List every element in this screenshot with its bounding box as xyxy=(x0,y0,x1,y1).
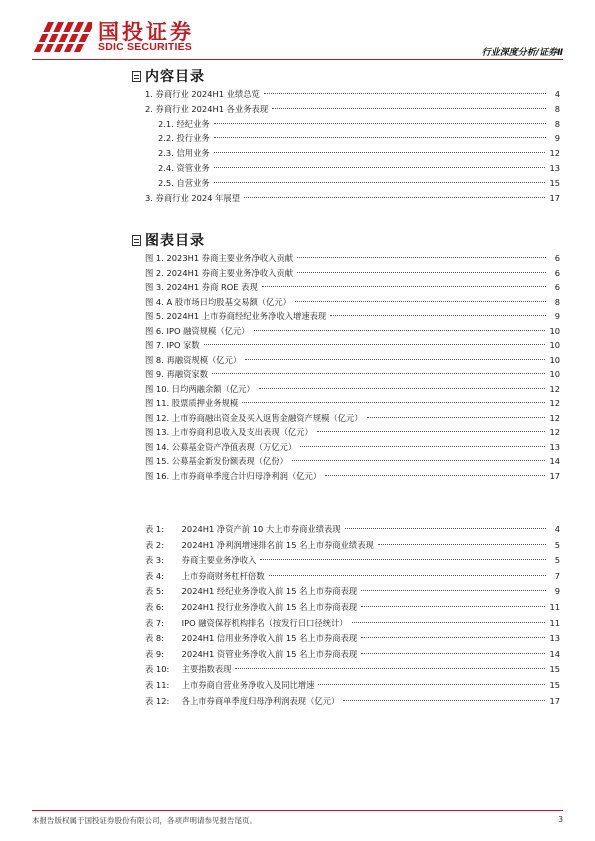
report-category: 行业深度分析/证券Ⅱ xyxy=(481,48,563,58)
table-number: 表 3: xyxy=(145,555,165,566)
figure-page: 12 xyxy=(549,427,560,437)
figure-label: 再融资家数 xyxy=(166,369,208,379)
table-number: 表 11: xyxy=(145,679,170,690)
figure-page: 13 xyxy=(549,441,560,452)
figure-page: 14 xyxy=(549,456,560,466)
figure-label: 公募基金资产净值表现（万亿元） xyxy=(171,441,297,452)
figure-page: 10 xyxy=(549,369,560,379)
figure-page: 10 xyxy=(549,340,560,350)
leader-dots xyxy=(330,315,546,316)
leader-dots xyxy=(244,197,545,198)
figure-label: 日均两融余额（亿元） xyxy=(171,383,255,394)
figure-page: 10 xyxy=(549,325,560,336)
logo-chinese-name: 国投证券 xyxy=(98,20,194,44)
figure-label: 公募基金新发份额表现（亿份） xyxy=(171,456,288,466)
toc-item-label: 2.5. 自营业务 xyxy=(158,177,210,188)
figure-item[interactable] xyxy=(145,425,560,440)
leader-dots xyxy=(254,330,546,331)
toc-item-page: 9 xyxy=(554,133,560,144)
figure-page: 6 xyxy=(554,253,560,263)
table-item[interactable] xyxy=(145,600,560,616)
table-page: 14 xyxy=(549,648,560,659)
figure-page: 10 xyxy=(549,354,560,365)
table-number: 表 2: xyxy=(145,539,165,550)
leader-dots xyxy=(262,286,546,287)
leader-dots xyxy=(367,417,546,418)
toc-item-label: 3. 券商行业 2024 年展望 xyxy=(145,192,241,203)
table-label: 2024H1 净利润增速排名前 15 名上市券商业绩表现 xyxy=(181,539,374,550)
toc-item-label: 2.3. 信用业务 xyxy=(158,148,210,159)
toc-item-page: 15 xyxy=(549,177,560,188)
figure-page: 8 xyxy=(554,296,560,307)
table-item[interactable] xyxy=(145,631,560,647)
figure-number: 图 10. xyxy=(145,383,170,394)
toc-item-page: 4 xyxy=(554,89,560,99)
document-icon xyxy=(132,235,141,246)
figure-label: 上市券商利息收入及支出表现（亿元） xyxy=(171,427,313,437)
figure-page: 6 xyxy=(554,267,560,278)
figure-item[interactable] xyxy=(145,266,560,281)
figure-number: 图 5. xyxy=(145,311,164,321)
contents-title: 内容目录 xyxy=(145,69,205,85)
figure-item[interactable] xyxy=(145,382,560,397)
figure-label: 上市券商单季度合计归母净利润（亿元） xyxy=(171,470,322,481)
table-item[interactable] xyxy=(145,616,560,632)
table-page: 11 xyxy=(549,601,560,612)
leader-dots xyxy=(212,373,545,374)
figure-number: 图 3. xyxy=(145,282,164,292)
figure-item[interactable] xyxy=(145,469,560,484)
figure-label: 2024H1 上市券商经纪业务净收入增速表现 xyxy=(166,311,327,321)
table-page: 5 xyxy=(554,555,560,566)
toc-item-page: 12 xyxy=(549,148,560,159)
figure-label: IPO 家数 xyxy=(166,340,200,350)
figure-page: 17 xyxy=(549,470,560,481)
figure-page: 6 xyxy=(554,282,560,292)
toc-item-label: 2. 券商行业 2024H1 各业务表现 xyxy=(145,103,269,114)
table-number: 表 4: xyxy=(145,570,165,581)
table-label: 上市券商财务杠杆倍数 xyxy=(181,570,265,581)
leader-dots xyxy=(361,637,545,638)
toc-item-page: 13 xyxy=(549,162,560,173)
table-page: 4 xyxy=(554,524,560,534)
page-header xyxy=(0,0,595,62)
toc-item-label: 2.2. 投行业务 xyxy=(158,133,210,144)
table-number: 表 9: xyxy=(145,648,165,659)
leader-dots xyxy=(297,272,546,273)
leader-dots xyxy=(318,684,545,685)
figure-label: 股票质押业务规模 xyxy=(171,398,239,408)
toc-item-label: 2.1. 经纪业务 xyxy=(158,118,210,129)
figure-number: 图 2. xyxy=(145,267,164,278)
leader-dots xyxy=(245,359,545,360)
header-divider xyxy=(32,59,563,60)
table-number: 表 7: xyxy=(145,617,165,628)
leader-dots xyxy=(204,344,546,345)
leader-dots xyxy=(361,590,546,591)
leader-dots xyxy=(269,575,546,576)
table-page: 7 xyxy=(554,570,560,581)
toc-item-page: 8 xyxy=(554,103,560,114)
table-label: 2024H1 投行业务净收入前 15 名上市券商表现 xyxy=(181,601,358,612)
table-label: 2024H1 净资产前 10 大上市券商业绩表现 xyxy=(181,524,341,534)
toc-item-label: 1. 券商行业 2024H1 业绩总览 xyxy=(145,89,260,99)
table-label: 2024H1 经纪业务净收入前 15 名上市券商表现 xyxy=(181,586,358,597)
table-label: 主要指数表现 xyxy=(181,664,232,675)
leader-dots xyxy=(214,137,546,138)
table-number: 表 6: xyxy=(145,601,165,612)
leader-dots xyxy=(378,544,546,545)
table-label: 2024H1 信用业务净收入前 15 名上市券商表现 xyxy=(181,633,358,644)
table-item[interactable] xyxy=(145,569,560,585)
leader-dots xyxy=(352,622,546,623)
leader-dots xyxy=(235,668,545,669)
footer-disclaimer: 本报告版权属于国投证券股份有限公司，各项声明请参见报告尾页。 xyxy=(32,816,257,825)
figure-number: 图 11. xyxy=(145,398,170,408)
toc-item[interactable] xyxy=(145,102,560,117)
toc-item-label: 2.4. 资管业务 xyxy=(158,162,210,173)
figure-label: 再融资规模（亿元） xyxy=(166,354,242,365)
document-icon xyxy=(132,71,141,82)
figure-item[interactable] xyxy=(145,411,560,426)
leader-dots xyxy=(343,700,545,701)
toc-subitem[interactable] xyxy=(158,131,560,146)
toc-subitem[interactable] xyxy=(158,146,560,161)
table-page: 17 xyxy=(549,695,560,706)
figure-item[interactable] xyxy=(145,440,560,455)
contents-list xyxy=(145,87,560,205)
leader-dots xyxy=(214,123,546,124)
figure-item[interactable] xyxy=(145,280,560,295)
table-page: 11 xyxy=(549,617,560,628)
leader-dots xyxy=(345,528,546,529)
table-item[interactable] xyxy=(145,678,560,694)
figure-page: 12 xyxy=(549,398,560,408)
figure-number: 图 1. xyxy=(145,253,164,263)
figure-number: 图 7. xyxy=(145,340,164,350)
figure-number: 图 15. xyxy=(145,456,170,466)
table-item[interactable] xyxy=(145,538,560,554)
table-label: 券商主要业务净收入 xyxy=(181,555,257,566)
figure-item[interactable] xyxy=(145,295,560,310)
footer-divider xyxy=(32,810,563,811)
figure-item[interactable] xyxy=(145,309,560,324)
leader-dots xyxy=(242,402,545,403)
figure-number: 图 8. xyxy=(145,354,164,365)
leader-dots xyxy=(325,475,545,476)
table-label: 各上市券商单季度归母净利润表现（亿元） xyxy=(181,695,340,706)
figure-page: 12 xyxy=(549,383,560,394)
figure-number: 图 14. xyxy=(145,441,170,452)
figures-title: 图表目录 xyxy=(145,233,205,249)
toc-item-page: 17 xyxy=(549,192,560,203)
figures-list xyxy=(145,251,560,483)
table-number: 表 10: xyxy=(145,664,170,675)
leader-dots xyxy=(361,653,545,654)
table-label: 上市券商自营业务净收入及同比增速 xyxy=(181,679,315,690)
page-number: 3 xyxy=(558,815,563,824)
leader-dots xyxy=(214,182,546,183)
toc-item-page: 8 xyxy=(554,118,560,129)
sdic-logo-icon xyxy=(32,18,94,54)
figure-number: 图 12. xyxy=(145,412,170,423)
table-page: 13 xyxy=(549,633,560,644)
tables-list xyxy=(145,522,560,709)
table-item[interactable] xyxy=(145,647,560,663)
table-page: 9 xyxy=(554,586,560,597)
leader-dots xyxy=(317,431,546,432)
toc-subitem[interactable] xyxy=(158,161,560,176)
figure-number: 图 16. xyxy=(145,470,170,481)
figure-label: 上市券商融出资金及买入返售金融资产规模（亿元） xyxy=(171,412,363,423)
figure-item[interactable] xyxy=(145,396,560,411)
figure-number: 图 9. xyxy=(145,369,164,379)
figure-item[interactable] xyxy=(145,353,560,368)
figure-label: 2023H1 券商主要业务净收入贡献 xyxy=(166,253,294,263)
table-item[interactable] xyxy=(145,522,560,538)
logo-english-name: SDIC SECURITIES xyxy=(98,41,193,53)
table-number: 表 1: xyxy=(145,524,165,534)
contents-heading xyxy=(132,66,205,86)
leader-dots xyxy=(297,257,546,258)
figure-label: A 股市场日均股基交易额（亿元） xyxy=(166,296,291,307)
figure-item[interactable] xyxy=(145,367,560,382)
table-item[interactable] xyxy=(145,662,560,678)
figure-page: 9 xyxy=(554,311,560,321)
figure-number: 图 13. xyxy=(145,427,170,437)
table-item[interactable] xyxy=(145,584,560,600)
figure-item[interactable] xyxy=(145,251,560,266)
table-number: 表 5: xyxy=(145,586,165,597)
table-item[interactable] xyxy=(145,553,560,569)
leader-dots xyxy=(214,152,546,153)
figure-item[interactable] xyxy=(145,338,560,353)
table-page: 15 xyxy=(549,664,560,675)
table-item[interactable] xyxy=(145,694,560,710)
figures-heading xyxy=(132,230,205,250)
table-label: 2024H1 资管业务净收入前 15 名上市券商表现 xyxy=(181,648,358,659)
toc-item[interactable] xyxy=(145,191,560,206)
figure-number: 图 6. xyxy=(145,325,164,336)
leader-dots xyxy=(300,446,545,447)
figure-label: 2024H1 券商主要业务净收入贡献 xyxy=(166,267,294,278)
toc-item[interactable] xyxy=(145,87,560,102)
table-label: IPO 融资保荐机构排名（按发行日口径统计） xyxy=(181,617,348,628)
table-page: 15 xyxy=(549,679,560,690)
leader-dots xyxy=(292,460,545,461)
table-number: 表 12: xyxy=(145,695,170,706)
leader-dots xyxy=(272,108,546,109)
toc-subitem[interactable] xyxy=(158,176,560,191)
figure-number: 图 4. xyxy=(145,296,164,307)
leader-dots xyxy=(214,167,546,168)
figure-page: 12 xyxy=(549,412,560,423)
leader-dots xyxy=(361,606,545,607)
figure-item[interactable] xyxy=(145,454,560,469)
table-number: 表 8: xyxy=(145,633,165,644)
leader-dots xyxy=(295,301,546,302)
figure-label: 2024H1 券商 ROE 表现 xyxy=(166,282,258,292)
leader-dots xyxy=(259,388,546,389)
figure-item[interactable] xyxy=(145,324,560,339)
table-page: 5 xyxy=(554,539,560,550)
toc-subitem[interactable] xyxy=(158,117,560,132)
figure-label: IPO 融资规模（亿元） xyxy=(166,325,250,336)
leader-dots xyxy=(264,93,546,94)
leader-dots xyxy=(260,559,546,560)
